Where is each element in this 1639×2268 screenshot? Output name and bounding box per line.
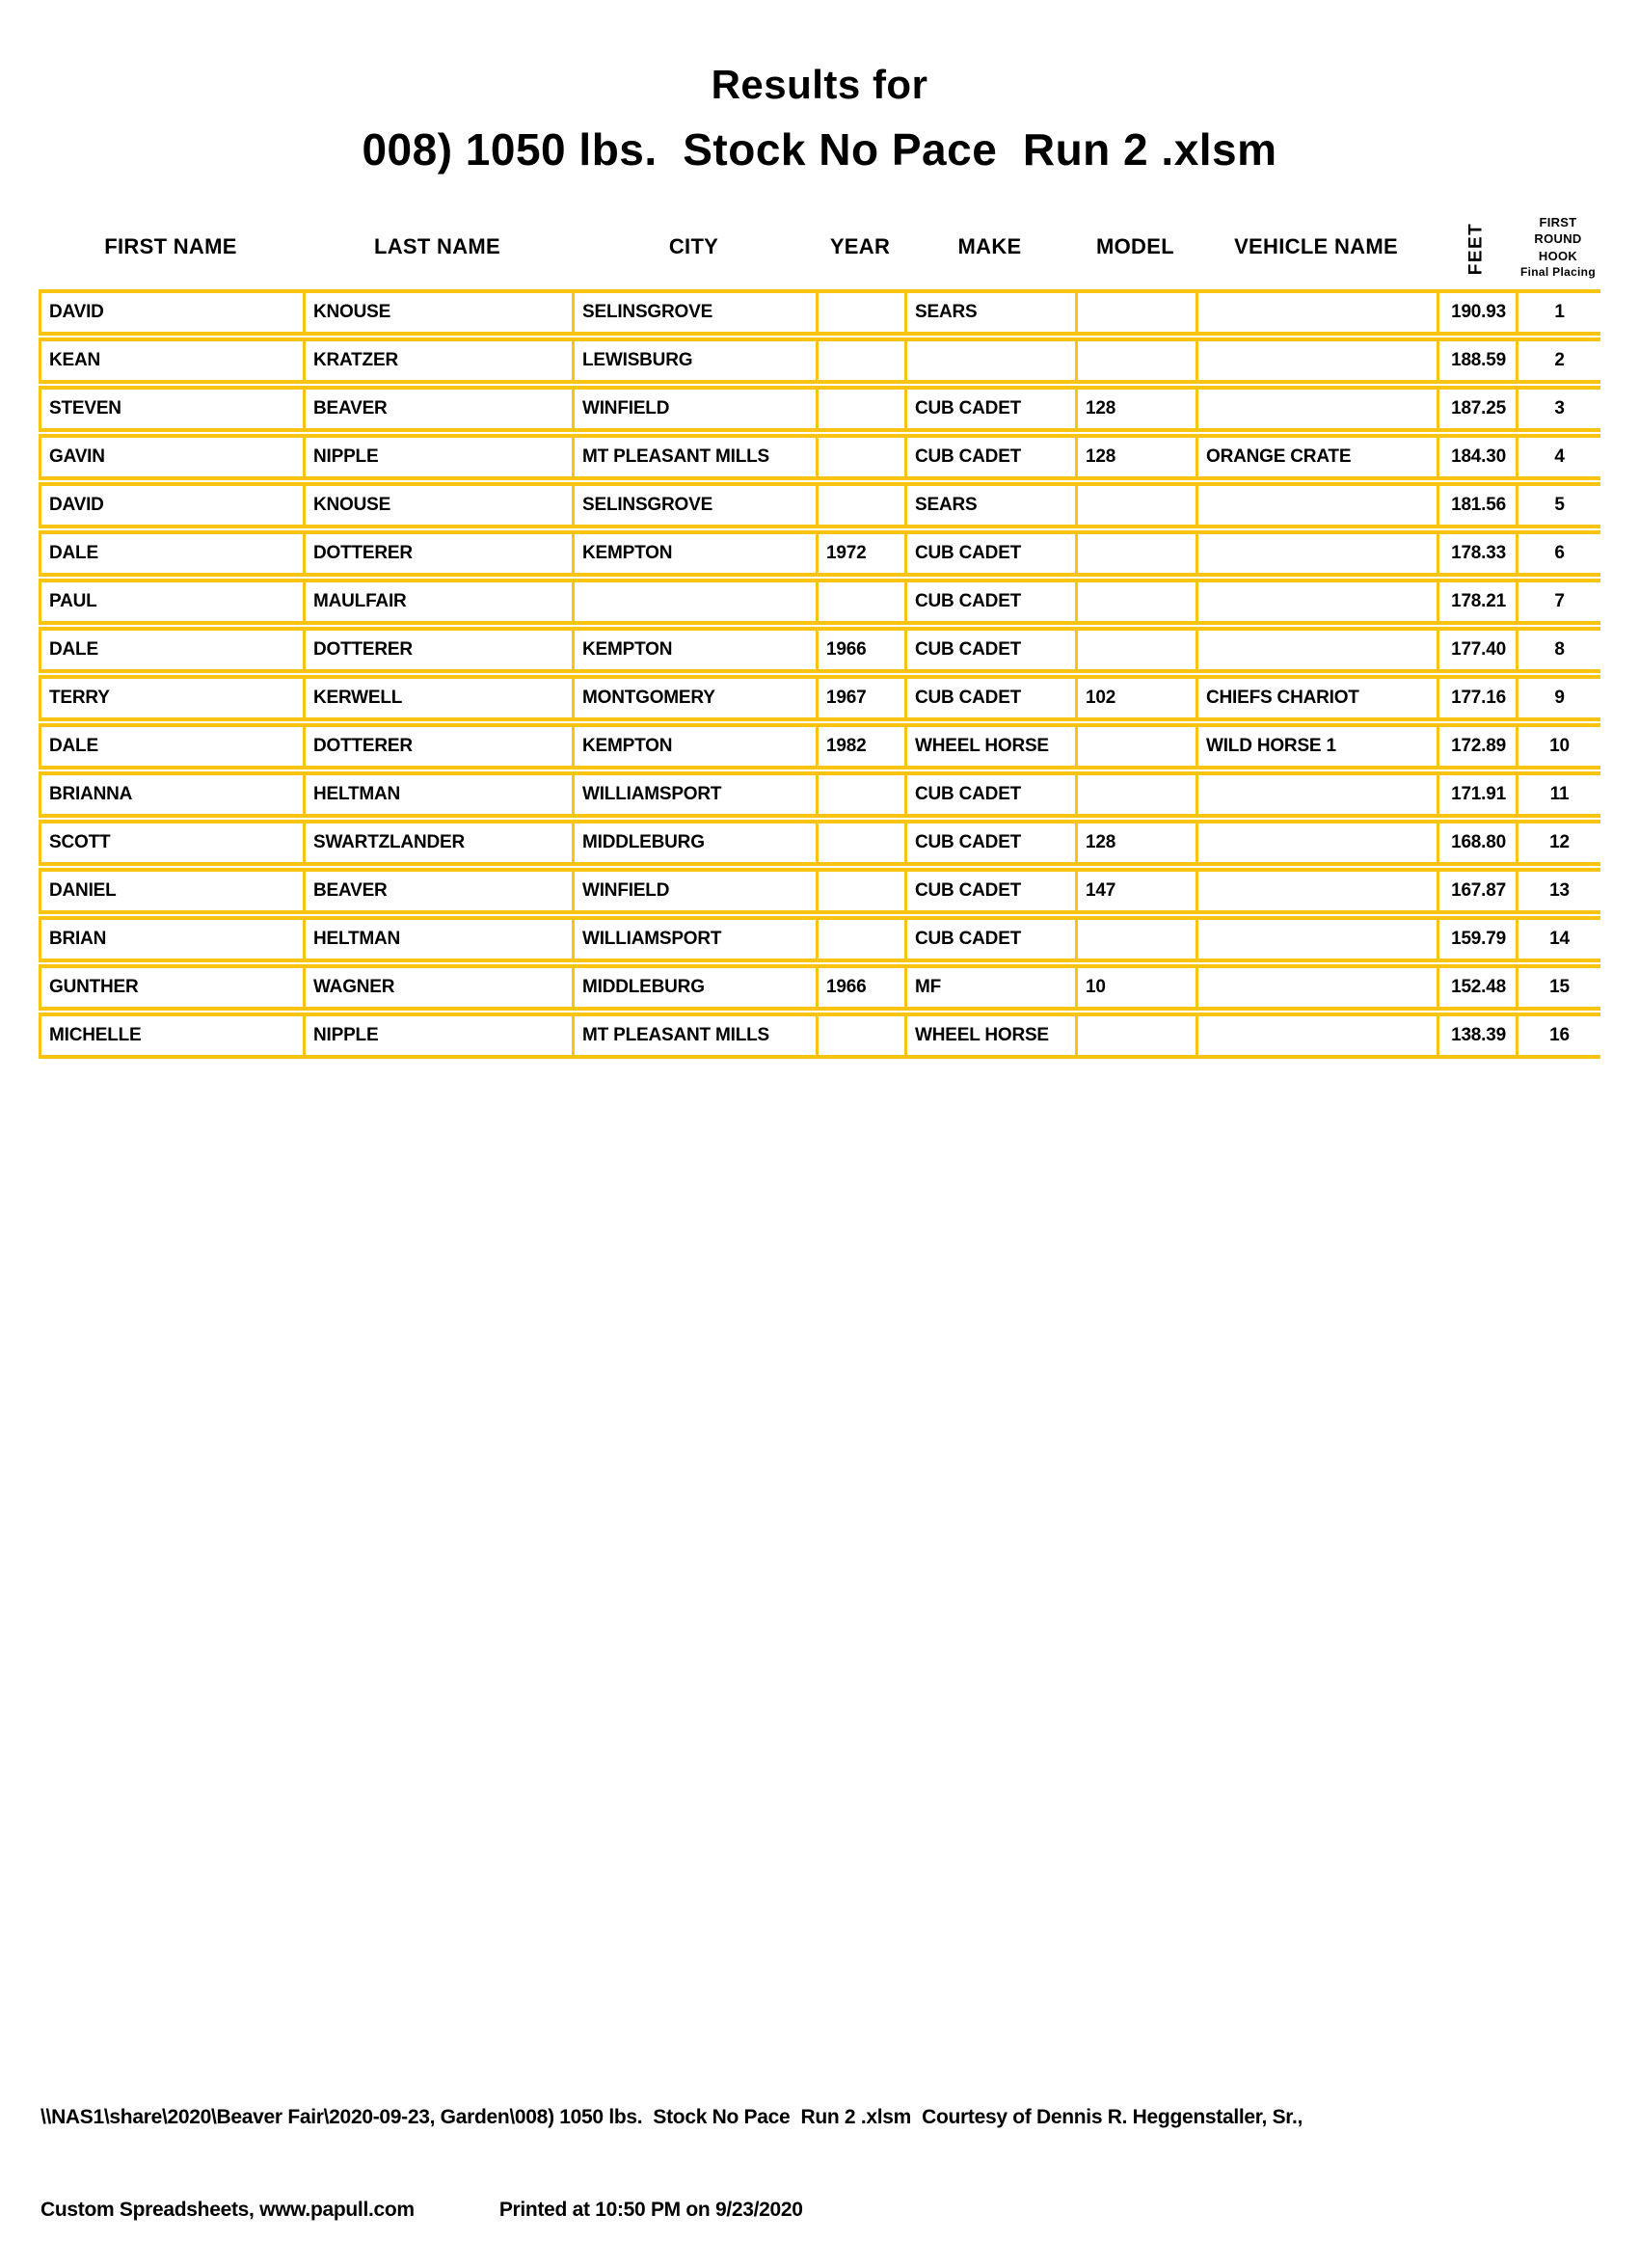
table-row (39, 530, 1600, 577)
cell-last-name: MAULFAIR (303, 579, 572, 625)
cell-vehicle-name: WILD HORSE 1 (1196, 723, 1437, 770)
cell-feet: 190.93 (1437, 289, 1516, 336)
table-row (39, 338, 1600, 384)
cell-first-name: MICHELLE (39, 1012, 303, 1059)
cell-first-name: DAVID (39, 482, 303, 528)
header-year: YEAR (829, 234, 891, 258)
cell-last-name: DOTTERER (303, 530, 572, 577)
cell-model (1075, 530, 1196, 577)
footer-credits-line (40, 2199, 1622, 2222)
cell-make: WHEEL HORSE (904, 723, 1075, 770)
cell-last-name: HELTMAN (303, 916, 572, 962)
cell-feet: 172.89 (1437, 723, 1516, 770)
results-tbody (39, 289, 1600, 1059)
header-row (39, 206, 1600, 287)
table-row (39, 1012, 1600, 1059)
cell-model (1075, 482, 1196, 528)
table-row (39, 868, 1600, 914)
table-row (39, 723, 1600, 770)
cell-make: SEARS (904, 482, 1075, 528)
cell-final-placing: 2 (1516, 338, 1600, 384)
cell-year (816, 579, 904, 625)
cell-year (816, 820, 904, 866)
cell-model (1075, 916, 1196, 962)
cell-last-name: WAGNER (303, 964, 572, 1011)
cell-vehicle-name (1196, 579, 1437, 625)
cell-make: SEARS (904, 289, 1075, 336)
cell-vehicle-name: CHIEFS CHARIOT (1196, 675, 1437, 721)
cell-make: CUB CADET (904, 771, 1075, 818)
cell-feet: 167.87 (1437, 868, 1516, 914)
cell-year (816, 868, 904, 914)
cell-first-name: STEVEN (39, 386, 303, 432)
cell-model (1075, 723, 1196, 770)
cell-last-name: DOTTERER (303, 627, 572, 673)
header-first-round-hook (1516, 206, 1600, 287)
cell-first-name: DALE (39, 627, 303, 673)
results-page (0, 62, 1639, 2221)
cell-model (1075, 289, 1196, 336)
cell-final-placing: 11 (1516, 771, 1600, 818)
cell-year (816, 386, 904, 432)
table-row (39, 386, 1600, 432)
cell-city (572, 579, 816, 625)
hook-label-line2: HOOK (1538, 248, 1578, 263)
table-row (39, 771, 1600, 818)
cell-model (1075, 579, 1196, 625)
cell-vehicle-name (1196, 916, 1437, 962)
cell-first-name: GUNTHER (39, 964, 303, 1011)
cell-model: 102 (1075, 675, 1196, 721)
cell-final-placing: 14 (1516, 916, 1600, 962)
cell-feet: 178.33 (1437, 530, 1516, 577)
cell-first-name: TERRY (39, 675, 303, 721)
cell-feet: 168.80 (1437, 820, 1516, 866)
cell-final-placing: 16 (1516, 1012, 1600, 1059)
cell-city: KEMPTON (572, 627, 816, 673)
cell-first-name: DAVID (39, 289, 303, 336)
cell-last-name: BEAVER (303, 868, 572, 914)
header-vehicle-name: VEHICLE NAME (1234, 234, 1398, 258)
cell-vehicle-name (1196, 530, 1437, 577)
cell-final-placing: 6 (1516, 530, 1600, 577)
cell-last-name: NIPPLE (303, 1012, 572, 1059)
cell-vehicle-name (1196, 627, 1437, 673)
cell-year (816, 289, 904, 336)
cell-first-name: BRIAN (39, 916, 303, 962)
cell-city: KEMPTON (572, 723, 816, 770)
cell-final-placing: 10 (1516, 723, 1600, 770)
cell-year (816, 916, 904, 962)
cell-last-name: BEAVER (303, 386, 572, 432)
cell-vehicle-name (1196, 482, 1437, 528)
table-row (39, 916, 1600, 962)
cell-city: MIDDLEBURG (572, 964, 816, 1011)
cell-first-name: PAUL (39, 579, 303, 625)
cell-model: 128 (1075, 386, 1196, 432)
cell-first-name: GAVIN (39, 434, 303, 480)
feet-rotated-label: FEET (1465, 222, 1486, 276)
cell-city: MT PLEASANT MILLS (572, 434, 816, 480)
cell-year (816, 771, 904, 818)
header-first-name: FIRST NAME (104, 234, 237, 258)
results-table (39, 204, 1600, 1061)
cell-city: MT PLEASANT MILLS (572, 1012, 816, 1059)
hook-label-line1: FIRST ROUND (1534, 214, 1582, 247)
cell-vehicle-name (1196, 820, 1437, 866)
cell-make: CUB CADET (904, 868, 1075, 914)
cell-feet: 177.40 (1437, 627, 1516, 673)
cell-final-placing: 13 (1516, 868, 1600, 914)
table-row (39, 964, 1600, 1011)
cell-first-name: DANIEL (39, 868, 303, 914)
table-row (39, 820, 1600, 866)
table-row (39, 675, 1600, 721)
cell-vehicle-name (1196, 964, 1437, 1011)
cell-year: 1972 (816, 530, 904, 577)
cell-feet: 159.79 (1437, 916, 1516, 962)
hook-label-line3: Final Placing (1520, 265, 1596, 280)
cell-city: WINFIELD (572, 868, 816, 914)
page-footer (40, 2060, 1622, 2268)
cell-feet: 171.91 (1437, 771, 1516, 818)
cell-first-name: KEAN (39, 338, 303, 384)
cell-feet: 188.59 (1437, 338, 1516, 384)
cell-first-name: DALE (39, 530, 303, 577)
cell-make (904, 338, 1075, 384)
header-last-name: LAST NAME (373, 234, 501, 258)
cell-vehicle-name (1196, 771, 1437, 818)
cell-final-placing: 9 (1516, 675, 1600, 721)
cell-feet: 187.25 (1437, 386, 1516, 432)
cell-model: 147 (1075, 868, 1196, 914)
cell-feet: 184.30 (1437, 434, 1516, 480)
cell-first-name: DALE (39, 723, 303, 770)
cell-last-name: KNOUSE (303, 482, 572, 528)
cell-final-placing: 1 (1516, 289, 1600, 336)
cell-year: 1966 (816, 627, 904, 673)
cell-make: CUB CADET (904, 434, 1075, 480)
cell-city: WINFIELD (572, 386, 816, 432)
cell-last-name: DOTTERER (303, 723, 572, 770)
cell-final-placing: 15 (1516, 964, 1600, 1011)
table-row (39, 482, 1600, 528)
cell-feet: 138.39 (1437, 1012, 1516, 1059)
footer-credits-text: Custom Spreadsheets, www.papull.com (40, 2199, 415, 2221)
cell-make: CUB CADET (904, 916, 1075, 962)
cell-last-name: KERWELL (303, 675, 572, 721)
cell-model: 10 (1075, 964, 1196, 1011)
cell-year (816, 434, 904, 480)
cell-feet: 152.48 (1437, 964, 1516, 1011)
cell-first-name: BRIANNA (39, 771, 303, 818)
cell-make: CUB CADET (904, 675, 1075, 721)
cell-model (1075, 338, 1196, 384)
cell-final-placing: 5 (1516, 482, 1600, 528)
cell-last-name: NIPPLE (303, 434, 572, 480)
cell-city: WILLIAMSPORT (572, 916, 816, 962)
cell-final-placing: 4 (1516, 434, 1600, 480)
cell-city: LEWISBURG (572, 338, 816, 384)
cell-last-name: KNOUSE (303, 289, 572, 336)
header-model: MODEL (1096, 234, 1174, 258)
cell-model (1075, 1012, 1196, 1059)
footer-printed-at: Printed at 10:50 PM on 9/23/2020 (498, 2199, 803, 2221)
cell-make: CUB CADET (904, 579, 1075, 625)
cell-city: MIDDLEBURG (572, 820, 816, 866)
table-row (39, 579, 1600, 625)
cell-model: 128 (1075, 434, 1196, 480)
cell-last-name: KRATZER (303, 338, 572, 384)
cell-make: CUB CADET (904, 627, 1075, 673)
cell-make: WHEEL HORSE (904, 1012, 1075, 1059)
cell-final-placing: 8 (1516, 627, 1600, 673)
cell-vehicle-name (1196, 386, 1437, 432)
cell-make: MF (904, 964, 1075, 1011)
header-feet (1437, 206, 1516, 287)
header-city: CITY (668, 234, 719, 258)
page-title-line1: Results for (711, 62, 928, 107)
footer-file-path-line: \\NAS1\share\2020\Beaver Fair\2020-09-23, Garden\008) 1050 lbs. Stock No Pace Run 2 .xlsm Courtesy of Dennis R. Heggenstaller, Sr., (40, 2106, 1303, 2128)
table-row (39, 289, 1600, 336)
cell-city: KEMPTON (572, 530, 816, 577)
cell-last-name: HELTMAN (303, 771, 572, 818)
cell-year (816, 1012, 904, 1059)
cell-city: SELINSGROVE (572, 289, 816, 336)
cell-model (1075, 627, 1196, 673)
cell-make: CUB CADET (904, 530, 1075, 577)
page-title-line2: 008) 1050 lbs. Stock No Pace Run 2 .xlsm (362, 124, 1277, 175)
cell-feet: 177.16 (1437, 675, 1516, 721)
cell-model: 128 (1075, 820, 1196, 866)
cell-city: WILLIAMSPORT (572, 771, 816, 818)
cell-model (1075, 771, 1196, 818)
cell-vehicle-name (1196, 289, 1437, 336)
table-row (39, 627, 1600, 673)
cell-final-placing: 3 (1516, 386, 1600, 432)
cell-vehicle-name (1196, 1012, 1437, 1059)
cell-city: MONTGOMERY (572, 675, 816, 721)
cell-year: 1967 (816, 675, 904, 721)
cell-vehicle-name (1196, 868, 1437, 914)
cell-feet: 178.21 (1437, 579, 1516, 625)
cell-year (816, 482, 904, 528)
cell-feet: 181.56 (1437, 482, 1516, 528)
cell-vehicle-name (1196, 338, 1437, 384)
cell-city: SELINSGROVE (572, 482, 816, 528)
cell-year: 1966 (816, 964, 904, 1011)
cell-year (816, 338, 904, 384)
header-make: MAKE (957, 234, 1022, 258)
cell-final-placing: 7 (1516, 579, 1600, 625)
cell-vehicle-name: ORANGE CRATE (1196, 434, 1437, 480)
cell-final-placing: 12 (1516, 820, 1600, 866)
cell-year: 1982 (816, 723, 904, 770)
cell-make: CUB CADET (904, 820, 1075, 866)
table-row (39, 434, 1600, 480)
cell-make: CUB CADET (904, 386, 1075, 432)
cell-last-name: SWARTZLANDER (303, 820, 572, 866)
cell-first-name: SCOTT (39, 820, 303, 866)
